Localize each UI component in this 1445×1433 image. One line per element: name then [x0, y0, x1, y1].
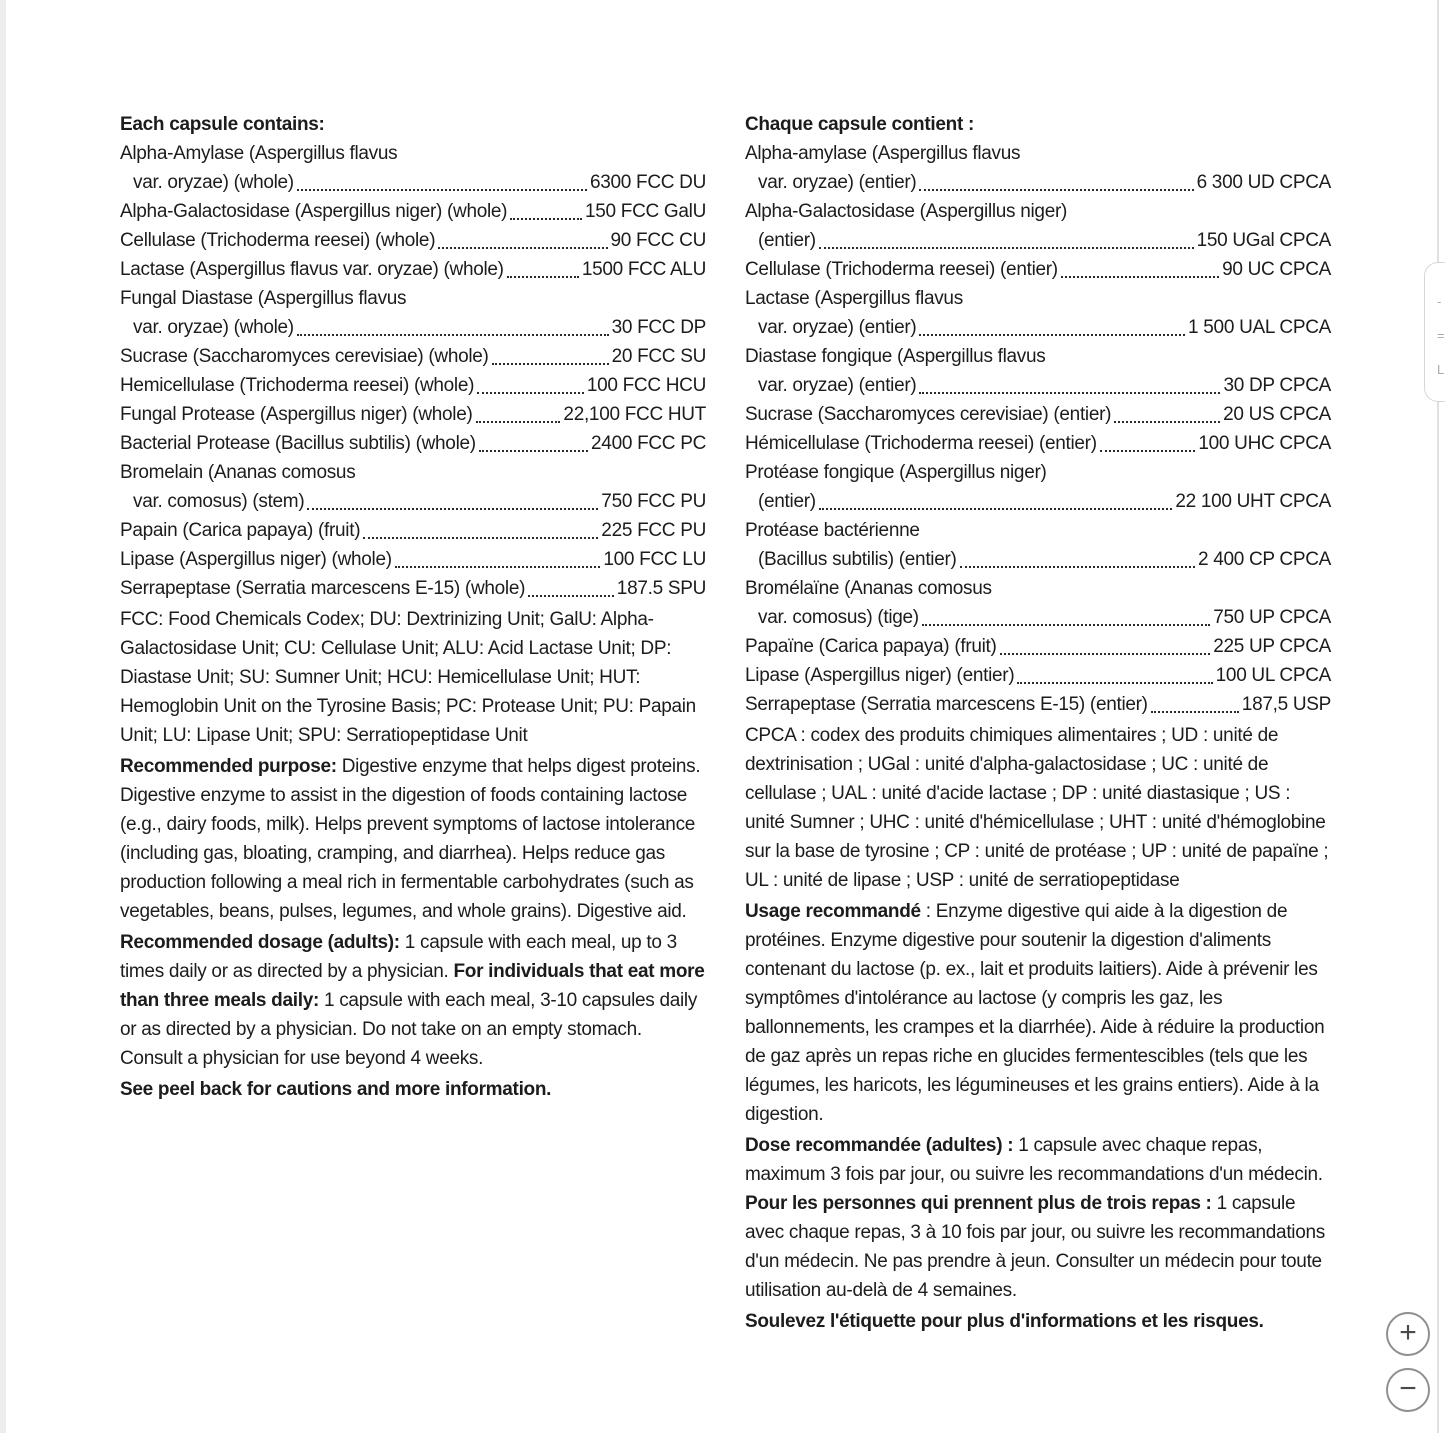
ingredient-name: Fungal Diastase (Aspergillus flavus: [120, 288, 407, 309]
ingredient-name: var. comosus) (tige): [758, 607, 919, 628]
paragraph-segment: Usage recommandé: [745, 901, 921, 922]
dot-leader: [479, 450, 588, 452]
ingredient-line: [745, 168, 1331, 197]
ingredient-line: [745, 284, 1331, 313]
ingredient-line: [745, 313, 1331, 342]
ingredient-line: [120, 574, 706, 603]
paragraph-segment: 1 capsule with each meal, 3-10 capsules daily or as directed by a physician. Do not take on an empty stomach. Consult a physician for use beyond 4 weeks.: [120, 990, 698, 1069]
ingredient-name: Protéase bactérienne: [745, 520, 920, 541]
ingredient-line: [745, 429, 1331, 458]
paragraph-segment: 1 capsule avec chaque repas, 3 à 10 fois par jour, ou suivre les recommandations d'un médecin. Ne pas prendre à jeun. Consulter un médecin pour toute utilisation au-delà de 4 semaines.: [745, 1193, 1325, 1301]
ingredient-name: Bromelain (Ananas comosus: [120, 462, 356, 483]
left-edge-strip: [0, 0, 6, 1433]
ingredient-row: [120, 516, 706, 545]
ingredient-name: var. oryzae) (whole): [133, 172, 294, 193]
ingredient-value: 100 FCC HCU: [586, 375, 706, 396]
dot-leader: [477, 392, 584, 394]
dot-leader: [492, 363, 609, 365]
ingredient-line: [120, 197, 706, 226]
ingredient-list: [120, 139, 706, 603]
paragraph-segment: : Enzyme digestive qui aide à la digestion de protéines. Enzyme digestive pour soutenir la digestion d'aliments contenant du lactose (p. ex., lait et produits laitiers). Aide à prévenir les symptômes d'intolérance au lactose (y compris les gaz, les ballonnements, les crampes et la diarrhée). Aide à réduire la production de gaz après un repas riche en glucides fermentescibles (tels que les légumes, les haricots, les légumineuses et les grains entiers). Aide à la digestion.: [745, 901, 1325, 1125]
dot-leader: [507, 276, 579, 278]
ingredient-line: [745, 400, 1331, 429]
ingredient-row: [120, 400, 706, 429]
paragraph-list: [120, 752, 706, 1104]
ingredient-line: [120, 255, 706, 284]
ingredient-value: 90 FCC CU: [610, 230, 706, 251]
paragraph-segment: 1 capsule with each meal, up to 3 times daily or as directed by a physician.: [120, 932, 677, 982]
ingredient-name: Alpha-Galactosidase (Aspergillus niger): [745, 201, 1068, 222]
ingredient-row: [745, 458, 1331, 516]
ingredient-value: 20 FCC SU: [611, 346, 706, 367]
ingredient-name: (entier): [758, 230, 816, 251]
ingredient-line: [120, 226, 706, 255]
zoom-out-button[interactable]: −: [1386, 1368, 1430, 1412]
dot-leader: [819, 247, 1194, 249]
ingredient-row: [120, 197, 706, 226]
ingredient-name: Alpha-Amylase (Aspergillus flavus: [120, 143, 398, 164]
dot-leader: [297, 189, 587, 191]
abbreviations-note: FCC: Food Chemicals Codex; DU: Dextrinizing Unit; GalU: Alpha-Galactosidase Unit; CU: Cellulase Unit; ALU: Acid Lactase Unit; DP: Diastase Unit; SU: Sumner Unit; HCU: Hemicellulase Unit; HUT: Hemoglobin Unit on the Tyrosine Basis; PC: Protease Unit; PU: Papain Unit; LU: Lipase Unit; SPU: Serratiopeptidase Unit: [120, 609, 696, 746]
ingredient-value: 30 FCC DP: [611, 317, 706, 338]
column-header-french: Chaque capsule contient :: [745, 114, 974, 135]
ingredient-list: [745, 139, 1331, 719]
ingredient-line: [745, 197, 1331, 226]
ingredient-row: [120, 255, 706, 284]
ingredient-name: Papain (Carica papaya) (fruit): [120, 520, 361, 541]
ingredient-line: [120, 545, 706, 574]
ingredient-name: Alpha-amylase (Aspergillus flavus: [745, 143, 1021, 164]
ingredient-value: 150 UGal CPCA: [1196, 230, 1331, 251]
ingredient-value: 90 UC CPCA: [1222, 259, 1331, 280]
ingredient-row: [745, 342, 1331, 400]
dot-leader: [1151, 711, 1239, 713]
ingredient-row: [120, 342, 706, 371]
ingredient-line: [120, 429, 706, 458]
paragraph-segment: Recommended dosage (adults):: [120, 932, 405, 953]
ingredient-row: [745, 255, 1331, 284]
dot-leader: [960, 566, 1195, 568]
label-column-french: [745, 110, 1331, 1336]
right-divider-line: [1437, 0, 1442, 1433]
dot-leader: [919, 334, 1185, 336]
dot-leader: [510, 218, 582, 220]
paragraph-segment: Soulevez l'étiquette pour plus d'informations et les risques.: [745, 1311, 1264, 1332]
label-paragraph: [745, 897, 1331, 1129]
ingredient-line: [120, 284, 706, 313]
ingredient-value: 2 400 CP CPCA: [1197, 549, 1331, 570]
label-paragraph: [120, 1075, 706, 1104]
side-panel-fragment: -: [1437, 294, 1442, 309]
ingredient-value: 1 500 UAL CPCA: [1188, 317, 1331, 338]
ingredient-value: 22,100 FCC HUT: [563, 404, 706, 425]
ingredient-row: [745, 516, 1331, 574]
ingredient-value: 225 FCC PU: [601, 520, 706, 541]
ingredient-name: Alpha-Galactosidase (Aspergillus niger) (whole): [120, 201, 508, 222]
dot-leader: [1114, 421, 1220, 423]
ingredient-line: [745, 342, 1331, 371]
ingredient-line: [745, 458, 1331, 487]
ingredient-row: [120, 139, 706, 197]
ingredient-line: [745, 139, 1331, 168]
dot-leader: [438, 247, 607, 249]
ingredient-value: 187,5 USP: [1241, 694, 1331, 715]
dot-leader: [528, 595, 614, 597]
ingredient-row: [745, 400, 1331, 429]
label-paragraph: [120, 752, 706, 926]
paragraph-list: [745, 897, 1331, 1336]
ingredient-line: [745, 574, 1331, 603]
ingredient-value: 30 DP CPCA: [1223, 375, 1331, 396]
ingredient-row: [745, 197, 1331, 255]
label-paragraph: [745, 1131, 1331, 1305]
dot-leader: [919, 392, 1220, 394]
ingredient-line: [745, 661, 1331, 690]
dot-leader: [395, 566, 601, 568]
ingredient-row: [120, 371, 706, 400]
ingredient-name: Cellulase (Trichoderma reesei) (entier): [745, 259, 1058, 280]
ingredient-value: 100 FCC LU: [603, 549, 706, 570]
dot-leader: [919, 189, 1193, 191]
paragraph-segment: Recommended purpose:: [120, 756, 342, 777]
ingredient-row: [745, 661, 1331, 690]
ingredient-name: var. comosus) (stem): [133, 491, 305, 512]
ingredient-row: [745, 139, 1331, 197]
dot-leader: [363, 537, 598, 539]
ingredient-name: Cellulase (Trichoderma reesei) (whole): [120, 230, 436, 251]
ingredient-value: 100 UL CPCA: [1215, 665, 1331, 686]
dot-leader: [476, 421, 561, 423]
ingredient-line: [745, 371, 1331, 400]
ingredient-value: 2400 FCC PC: [591, 433, 706, 454]
abbreviations-note: CPCA : codex des produits chimiques alimentaires ; UD : unité de dextrinisation ; UGal : unité d'alpha-galactosidase ; UC : unité de cellulase ; UAL : unité d'acide lactase ; DP : unité diastasique ; US : unité Sumner ; UHC : unité d'hémicellulase ; UHT : unité d'hémoglobine sur la base de tyrosine ; CP : unité de protéase ; UP : unité de papaïne ; UL : unité de lipase ; USP : unité de serratiopeptidase: [745, 725, 1329, 891]
ingredient-value: 6300 FCC DU: [589, 172, 706, 193]
ingredient-line: [120, 371, 706, 400]
ingredient-name: Bromélaïne (Ananas comosus: [745, 578, 992, 599]
dot-leader: [307, 508, 598, 510]
paragraph-segment: Digestive enzyme that helps digest proteins. Digestive enzyme to assist in the digestion of foods containing lactose (e.g., dairy foods, milk). Helps prevent symptoms of lactose intolerance (including gas, bloating, cramping, and diarrhea). Helps reduce gas production following a meal rich in fermentable carbohydrates (such as vegetables, beans, pulses, legumes, and whole grains). Digestive aid.: [120, 756, 701, 922]
ingredient-name: Hemicellulase (Trichoderma reesei) (whole): [120, 375, 475, 396]
ingredient-name: Lactase (Aspergillus flavus: [745, 288, 963, 309]
dot-leader: [1017, 682, 1212, 684]
ingredient-value: 750 UP CPCA: [1213, 607, 1331, 628]
dot-leader: [922, 624, 1210, 626]
ingredient-name: Hémicellulase (Trichoderma reesei) (entier): [745, 433, 1097, 454]
ingredient-row: [745, 284, 1331, 342]
ingredient-name: (entier): [758, 491, 816, 512]
ingredient-line: [745, 545, 1331, 574]
side-panel-partial[interactable]: [1424, 262, 1445, 402]
ingredient-line: [745, 603, 1331, 632]
side-panel-fragment: L: [1437, 362, 1445, 377]
ingredient-line: [745, 690, 1331, 719]
dot-leader: [819, 508, 1173, 510]
ingredient-name: var. oryzae) (entier): [758, 375, 917, 396]
ingredient-value: 20 US CPCA: [1223, 404, 1331, 425]
ingredient-name: Bacterial Protease (Bacillus subtilis) (whole): [120, 433, 476, 454]
ingredient-row: [120, 574, 706, 603]
ingredient-line: [745, 255, 1331, 284]
ingredient-row: [120, 284, 706, 342]
dot-leader: [1100, 450, 1196, 452]
ingredient-line: [120, 458, 706, 487]
ingredient-name: Serrapeptase (Serratia marcescens E-15) (entier): [745, 694, 1148, 715]
ingredient-line: [120, 168, 706, 197]
ingredient-row: [745, 690, 1331, 719]
ingredient-name: Lipase (Aspergillus niger) (whole): [120, 549, 392, 570]
dot-leader: [297, 334, 609, 336]
ingredient-row: [120, 429, 706, 458]
ingredient-line: [745, 516, 1331, 545]
ingredient-name: Fungal Protease (Aspergillus niger) (whole): [120, 404, 473, 425]
ingredient-name: Papaïne (Carica papaya) (fruit): [745, 636, 997, 657]
ingredient-value: 225 UP CPCA: [1213, 636, 1331, 657]
side-panel-fragment: =: [1437, 328, 1445, 343]
column-header-english: Each capsule contains:: [120, 114, 325, 135]
paragraph-segment: Pour les personnes qui prennent plus de trois repas :: [745, 1193, 1217, 1214]
ingredient-value: 6 300 UD CPCA: [1196, 172, 1331, 193]
ingredient-row: [745, 429, 1331, 458]
ingredient-name: var. oryzae) (entier): [758, 172, 917, 193]
ingredient-value: 100 UHC CPCA: [1198, 433, 1331, 454]
ingredient-row: [120, 545, 706, 574]
ingredient-row: [745, 574, 1331, 632]
ingredient-line: [120, 400, 706, 429]
ingredient-name: Lactase (Aspergillus flavus var. oryzae) (whole): [120, 259, 504, 280]
label-paragraph: [120, 928, 706, 1073]
ingredient-name: Diastase fongique (Aspergillus flavus: [745, 346, 1046, 367]
ingredient-line: [120, 342, 706, 371]
ingredient-name: var. oryzae) (whole): [133, 317, 294, 338]
ingredient-name: Lipase (Aspergillus niger) (entier): [745, 665, 1015, 686]
ingredient-name: Sucrase (Saccharomyces cerevisiae) (entier): [745, 404, 1112, 425]
ingredient-line: [745, 632, 1331, 661]
ingredient-value: 150 FCC GalU: [585, 201, 706, 222]
dot-leader: [1061, 276, 1219, 278]
dot-leader: [1000, 653, 1211, 655]
paragraph-segment: See peel back for cautions and more information.: [120, 1079, 552, 1100]
ingredient-line: [120, 313, 706, 342]
label-column-english: [120, 110, 706, 1104]
ingredient-value: 187.5 SPU: [616, 578, 706, 599]
label-paragraph: [745, 1307, 1331, 1336]
ingredient-name: Serrapeptase (Serratia marcescens E-15) (whole): [120, 578, 526, 599]
ingredient-value: 750 FCC PU: [601, 491, 706, 512]
paragraph-segment: For individuals that eat more than three meals daily:: [120, 961, 705, 1011]
ingredient-value: 1500 FCC ALU: [581, 259, 706, 280]
zoom-in-button[interactable]: +: [1386, 1312, 1430, 1356]
ingredient-row: [120, 226, 706, 255]
ingredient-value: 22 100 UHT CPCA: [1175, 491, 1331, 512]
ingredient-line: [745, 487, 1331, 516]
ingredient-line: [745, 226, 1331, 255]
ingredient-name: var. oryzae) (entier): [758, 317, 917, 338]
ingredient-line: [120, 139, 706, 168]
ingredient-row: [120, 458, 706, 516]
ingredient-row: [745, 632, 1331, 661]
ingredient-name: Sucrase (Saccharomyces cerevisiae) (whole): [120, 346, 489, 367]
ingredient-name: Protéase fongique (Aspergillus niger): [745, 462, 1047, 483]
paragraph-segment: Dose recommandée (adultes) :: [745, 1135, 1019, 1156]
ingredient-line: [120, 487, 706, 516]
ingredient-line: [120, 516, 706, 545]
paragraph-segment: 1 capsule avec chaque repas, maximum 3 fois par jour, ou suivre les recommandations d'un médecin.: [745, 1135, 1323, 1185]
ingredient-name: (Bacillus subtilis) (entier): [758, 549, 957, 570]
